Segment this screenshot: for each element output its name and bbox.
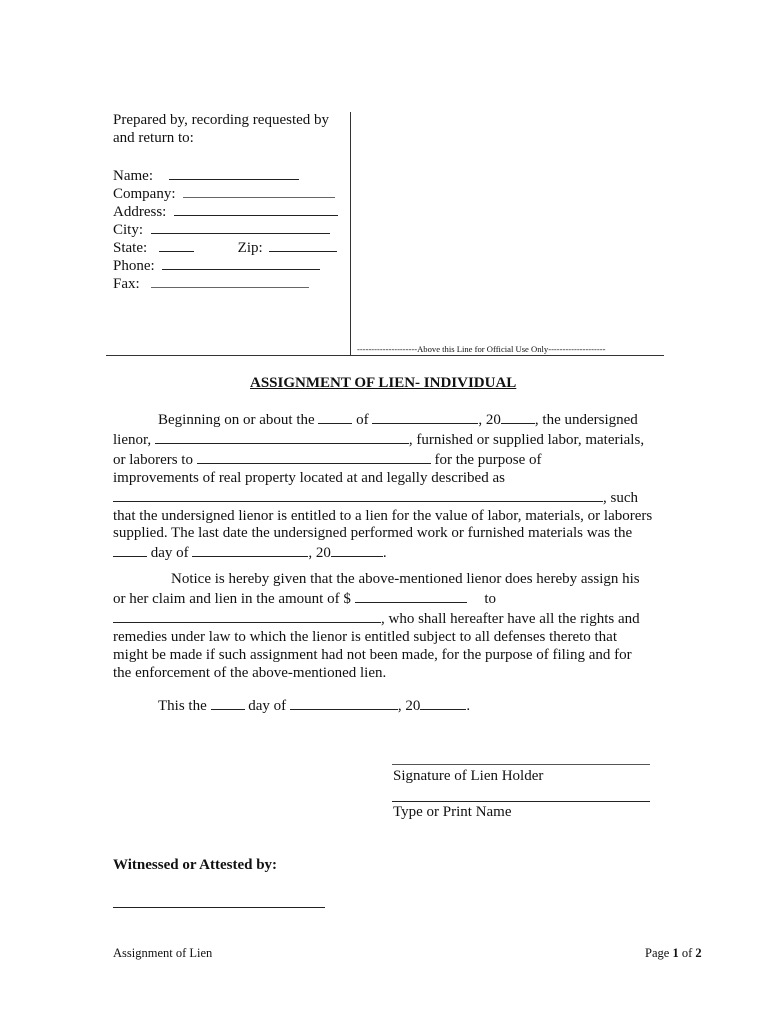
start-month-blank[interactable] bbox=[372, 410, 478, 424]
footer-document-name: Assignment of Lien bbox=[113, 946, 213, 960]
paragraph-assignment-notice: Notice is hereby given that the above-mentioned lienor does hereby assign his or her claim and lien in the amount of $ to , who shall hereafter have all the rights and remedies under law to which the lienor is entitled subject to all defenses thereto that might be made if such assignment had not been made, for the purpose of filing and for the enforcement of the above-mentioned lien. bbox=[113, 571, 640, 681]
document-title: ASSIGNMENT OF LIEN- INDIVIDUAL bbox=[250, 375, 517, 391]
start-year-blank[interactable] bbox=[501, 410, 535, 424]
sign-year-blank[interactable] bbox=[420, 696, 466, 710]
city-label: City: bbox=[113, 222, 144, 238]
witness-label: Witnessed or Attested by: bbox=[113, 857, 278, 873]
zip-label: Zip: bbox=[237, 240, 263, 256]
last-year-blank[interactable] bbox=[331, 543, 383, 557]
state-zip-field[interactable] bbox=[113, 238, 337, 257]
print-name-line[interactable] bbox=[392, 801, 650, 802]
last-day-blank[interactable] bbox=[113, 543, 147, 557]
paragraph-lienor-work: Beginning on or about the of , 20 , the undersigned lienor, , furnished or supplied labor, materials, or laborers to for the purpose of improvements of real property located at and legally described as , such that the undersigned lienor is entitled to a lien for the value of labor, materials, or laborers supplied. The last date the undersigned performed work or furnished materials was the day of , 20 . bbox=[113, 412, 653, 562]
state-label: State: bbox=[113, 240, 148, 256]
city-field[interactable] bbox=[113, 220, 330, 239]
sign-day-blank[interactable] bbox=[211, 696, 245, 710]
lienor-name-blank[interactable] bbox=[155, 430, 409, 444]
name-label: Name: bbox=[113, 168, 153, 184]
company-label: Company: bbox=[113, 186, 176, 202]
phone-label: Phone: bbox=[113, 258, 155, 274]
last-month-blank[interactable] bbox=[192, 543, 308, 557]
witness-signature-line[interactable] bbox=[113, 907, 325, 908]
name-field[interactable] bbox=[113, 166, 299, 185]
print-name-label: Type or Print Name bbox=[393, 804, 512, 820]
assignee-name-blank[interactable] bbox=[113, 609, 381, 623]
address-blank[interactable] bbox=[174, 202, 338, 216]
phone-field[interactable] bbox=[113, 256, 320, 275]
paragraph-date: This the day of , 20 . bbox=[158, 698, 471, 714]
start-day-blank[interactable] bbox=[318, 410, 352, 424]
state-blank[interactable] bbox=[159, 238, 194, 252]
page-indicator: Page 1 of 2 bbox=[645, 946, 702, 960]
address-field[interactable] bbox=[113, 202, 338, 221]
fax-blank[interactable] bbox=[151, 274, 309, 288]
phone-blank[interactable] bbox=[162, 256, 320, 270]
fax-field[interactable] bbox=[113, 274, 309, 293]
city-blank[interactable] bbox=[151, 220, 330, 234]
zip-blank[interactable] bbox=[269, 238, 337, 252]
company-blank[interactable] bbox=[183, 184, 335, 198]
legal-description-blank[interactable] bbox=[113, 488, 603, 502]
fax-label: Fax: bbox=[113, 276, 140, 292]
header-vertical-divider bbox=[350, 112, 351, 356]
address-label: Address: bbox=[113, 204, 167, 220]
signature-label: Signature of Lien Holder bbox=[393, 768, 544, 784]
owner-name-blank[interactable] bbox=[197, 450, 431, 464]
sign-month-blank[interactable] bbox=[290, 696, 398, 710]
prepared-by-line-1: Prepared by, recording requested by bbox=[113, 112, 330, 128]
prepared-by-line-2: and return to: bbox=[113, 130, 194, 146]
header-horizontal-divider bbox=[106, 355, 664, 356]
company-field[interactable] bbox=[113, 184, 335, 203]
name-blank[interactable] bbox=[169, 166, 299, 180]
official-use-notice: ---------------------Above this Line for Official Use Only-------------------- bbox=[357, 344, 606, 354]
lien-amount-blank[interactable] bbox=[355, 589, 467, 603]
signature-line[interactable] bbox=[392, 764, 650, 765]
